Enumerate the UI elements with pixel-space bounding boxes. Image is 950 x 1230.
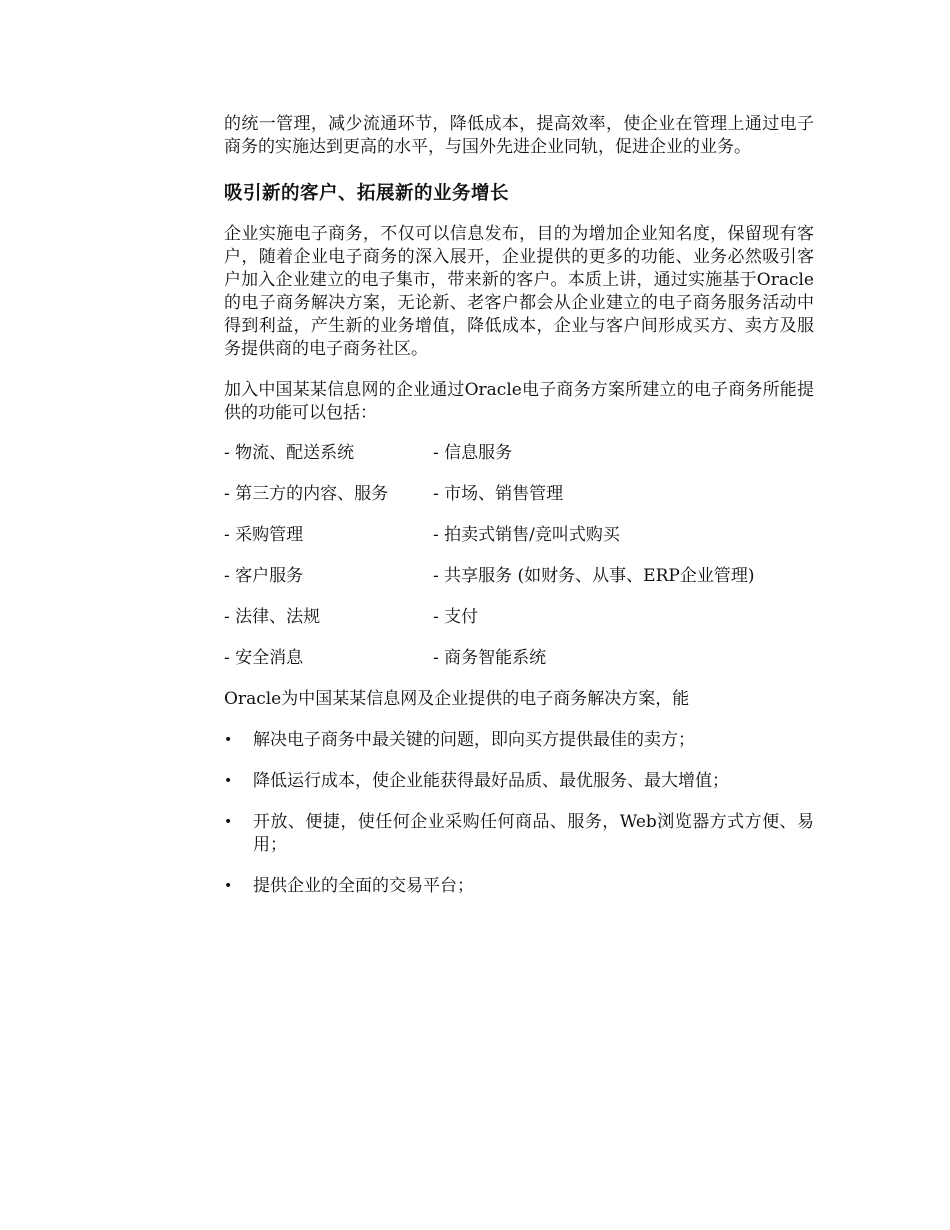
bullet-text: 解决电子商务中最关键的问题，即向买方提供最佳的卖方；	[253, 730, 695, 750]
function-item: - 采购管理	[224, 525, 304, 545]
functions-list	[224, 442, 814, 688]
bullet-item	[224, 770, 814, 793]
function-item: - 物流、配送系统	[224, 443, 355, 463]
bullet-icon: •	[224, 732, 233, 748]
intro-paragraph: 的统一管理，减少流通环节，降低成本，提高效率，使企业在管理上通过电子商务的实施达到更高的水平，与国外先进企业同轨，促进企业的业务。	[224, 114, 814, 157]
functions-row	[224, 606, 814, 647]
functions-row	[224, 483, 814, 524]
bullet-text: 提供企业的全面的交易平台；	[253, 876, 474, 896]
functions-row	[224, 442, 814, 483]
function-item: - 第三方的内容、服务	[224, 484, 389, 504]
function-item: - 共享服务 (如财务、从事、ERP企业管理)	[433, 566, 755, 586]
bullet-icon: •	[224, 773, 233, 789]
function-item: - 拍卖式销售/竞叫式购买	[433, 525, 620, 545]
bullet-item	[224, 875, 814, 898]
bullet-item	[224, 729, 814, 752]
function-item: - 支付	[433, 607, 479, 627]
bullet-item	[224, 811, 814, 857]
bullet-icon: •	[224, 814, 233, 830]
bullet-text: 降低运行成本，使企业能获得最好品质、最优服务、最大增值；	[253, 771, 729, 791]
function-item: - 信息服务	[433, 443, 513, 463]
bullet-list	[224, 729, 814, 898]
function-item: - 市场、销售管理	[433, 484, 564, 504]
function-item: - 安全消息	[224, 648, 304, 668]
functions-row	[224, 565, 814, 606]
functions-row	[224, 524, 814, 565]
bullet-icon: •	[224, 878, 233, 894]
section-paragraph: 企业实施电子商务，不仅可以信息发布，目的为增加企业知名度，保留现有客户，随着企业电子商务的深入展开，企业提供的更多的功能、业务必然吸引客户加入企业建立的电子集市，带来新的客户。本质上讲，通过实施基于Oracle的电子商务解决方案，无论新、老客户都会从企业建立的电子商务服务活动中得到利益，产生新的业务增值，降低成本，企业与客户间形成买方、卖方及服务提供商的电子商务社区。	[224, 224, 814, 359]
functions-intro: 加入中国某某信息网的企业通过Oracle电子商务方案所建立的电子商务所能提供的功能可以包括：	[224, 380, 814, 423]
section-heading: 吸引新的客户、拓展新的业务增长	[224, 183, 510, 204]
functions-row	[224, 647, 814, 688]
function-item: - 法律、法规	[224, 607, 321, 627]
function-item: - 客户服务	[224, 566, 304, 586]
solution-intro: Oracle为中国某某信息网及企业提供的电子商务解决方案，能	[224, 689, 690, 709]
function-item: - 商务智能系统	[433, 648, 547, 668]
document-page	[224, 113, 814, 916]
bullet-text: 开放、便捷，使任何企业采购任何商品、服务，Web浏览器方式方便、易用；	[253, 812, 814, 855]
